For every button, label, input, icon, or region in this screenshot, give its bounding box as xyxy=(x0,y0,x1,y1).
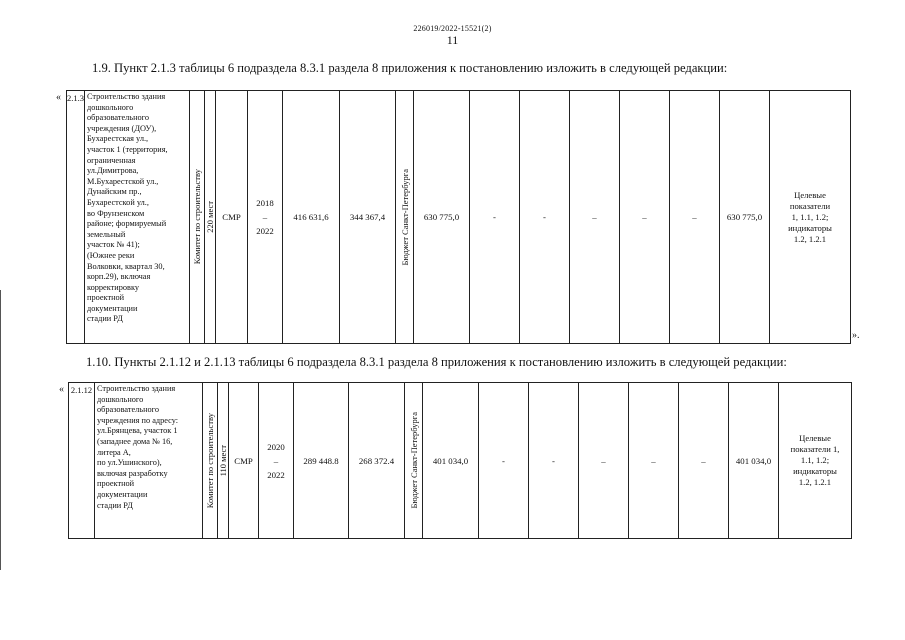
years-cell xyxy=(259,383,294,539)
page-margin-line xyxy=(0,290,1,570)
funding-source: Бюджет Санкт-Петербурга xyxy=(408,412,419,509)
document-id: 226019/2022-15521(2) xyxy=(413,24,492,33)
year-dash: – xyxy=(273,455,279,466)
capacity-cell xyxy=(218,383,229,539)
work-type: СМР xyxy=(216,91,248,344)
paragraph-1-9: 1.9. Пункт 2.1.3 таблицы 6 подраздела 8.3.1 раздела 8 приложения к постановлению изложить в следующей редакции: xyxy=(92,61,728,75)
target-indicators: Целевые показатели 1, 1.1, 1.2; индикаторы 1.2, 1.2.1 xyxy=(779,383,852,539)
year-start: 2020 xyxy=(267,441,285,452)
value-year-4: – xyxy=(579,383,629,539)
year-dash: – xyxy=(262,212,268,222)
cost-before: 268 372.4 xyxy=(349,383,405,539)
capacity-label: 110 мест xyxy=(218,444,228,477)
open-quote-2: « xyxy=(59,384,64,395)
cost-total: 416 631,6 xyxy=(283,91,340,344)
table-row xyxy=(69,383,852,539)
value-first-year: 630 775,0 xyxy=(414,91,470,344)
target-indicators: Целевые показатели 1, 1.1, 1.2; индикаторы 1.2, 1.2.1 xyxy=(770,91,851,344)
item-name: Строительство здания дошкольного образовательного учреждения (ДОУ), Бухарестская ул., участок 1 (территория, ограниченная ул.Димитрова, М.Бухарестской ул., Дунайским пр., Бухарестской ул., во Фрунзенском районе; формируемый земельный участок № 41); (Южнее реки Волковки, квартал 30, корп.29), включая корректировку проектной документации стадии РД xyxy=(85,91,190,344)
value-total: 630 775,0 xyxy=(720,91,770,344)
table-item-2-1-12 xyxy=(68,382,852,539)
close-quote-1: ». xyxy=(852,330,860,341)
year-end: 2022 xyxy=(256,226,274,236)
open-quote-1: « xyxy=(56,92,61,103)
page-number: 11 xyxy=(446,33,459,47)
value-year-2: - xyxy=(479,383,529,539)
item-name: Строительство здания дошкольного образовательного учреждения по адресу: ул.Брянцева, участок 1 (западнее дома № 16, литера А, по ул.Ушинского), включая разработку проектной документации стадии РД xyxy=(95,383,203,539)
value-first-year: 401 034,0 xyxy=(423,383,479,539)
capacity-label: 220 мест xyxy=(205,201,215,233)
value-year-3: - xyxy=(520,91,570,344)
funding-source: Бюджет Санкт-Петербурга xyxy=(399,168,410,266)
value-year-6: – xyxy=(679,383,729,539)
source-cell xyxy=(396,91,414,344)
value-year-5: – xyxy=(620,91,670,344)
paragraph-1-10: 1.10. Пункты 2.1.12 и 2.1.13 таблицы 6 подраздела 8.3.1 раздела 8 приложения к постановлению изложить в следующей редакции: xyxy=(86,355,787,369)
item-code: 2.1.3 xyxy=(67,91,85,344)
cost-before: 344 367,4 xyxy=(340,91,396,344)
cost-total: 289 448.8 xyxy=(294,383,349,539)
year-end: 2022 xyxy=(267,469,285,480)
value-year-6: – xyxy=(670,91,720,344)
value-year-3: - xyxy=(529,383,579,539)
value-year-2: - xyxy=(470,91,520,344)
work-type: СМР xyxy=(229,383,259,539)
item-code: 2.1.12 xyxy=(69,383,95,539)
table-row xyxy=(67,91,851,344)
executor-label: Комитет по строительству xyxy=(192,169,202,265)
table-item-2-1-3 xyxy=(66,90,851,344)
years-cell xyxy=(248,91,283,344)
source-cell xyxy=(405,383,423,539)
value-year-5: – xyxy=(629,383,679,539)
value-year-4: – xyxy=(570,91,620,344)
value-total: 401 034,0 xyxy=(729,383,779,539)
executor-label: Комитет по строительству xyxy=(205,412,215,509)
executor-cell xyxy=(190,91,205,344)
year-start: 2018 xyxy=(256,198,274,208)
executor-cell xyxy=(203,383,218,539)
capacity-cell xyxy=(205,91,216,344)
